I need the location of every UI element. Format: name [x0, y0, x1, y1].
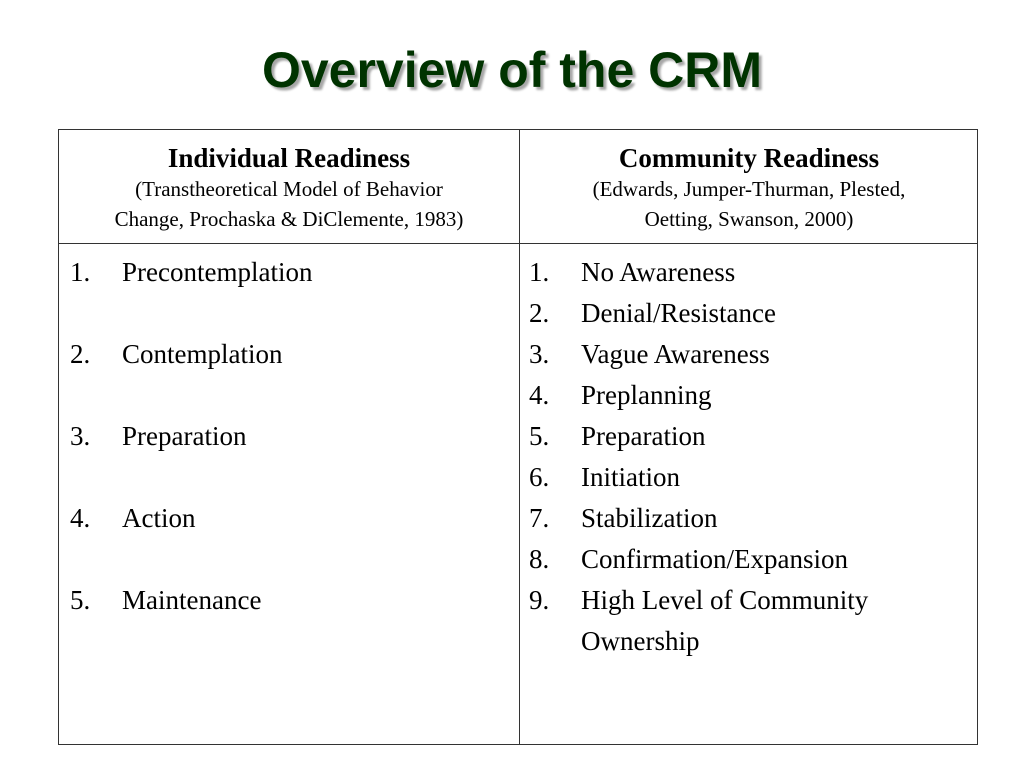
list-item-text: Stabilization: [581, 503, 718, 533]
comparison-table: [58, 129, 978, 745]
list-item-text: Precontemplation: [122, 257, 313, 287]
list-item-text: No Awareness: [581, 257, 736, 287]
list-item: [529, 293, 969, 334]
list-item-text: Vague Awareness: [581, 339, 770, 369]
community-readiness-header: [520, 130, 978, 243]
community-stages-list: [529, 252, 969, 662]
individual-readiness-citation-line1: (Transtheoretical Model of Behavior: [135, 177, 443, 201]
list-item-number: 4.: [70, 503, 91, 533]
list-item-number: 5.: [70, 585, 91, 615]
list-item-number: 3.: [529, 339, 550, 369]
list-item-text: Initiation: [581, 462, 680, 492]
list-item: [529, 457, 969, 498]
community-readiness-citation-line1: (Edwards, Jumper-Thurman, Plested,: [592, 177, 906, 201]
community-readiness-heading: Community Readiness: [618, 143, 880, 173]
list-item: [70, 498, 510, 539]
list-item-text: Confirmation/Expansion: [581, 544, 848, 574]
list-item: [529, 252, 969, 293]
individual-readiness-citation-line2: Change, Prochaska & DiClemente, 1983): [114, 207, 464, 231]
list-item-number: 2.: [529, 298, 550, 328]
list-item-text: Maintenance: [122, 585, 262, 615]
list-item-text: High Level of Community Ownership: [581, 585, 869, 656]
individual-stages-list: [70, 252, 510, 662]
list-item: [529, 539, 969, 580]
list-item-text: Preparation: [122, 421, 247, 451]
community-readiness-citation-line2: Oetting, Swanson, 2000): [644, 207, 854, 231]
list-item: [70, 416, 510, 457]
list-item-number: 5.: [529, 421, 550, 451]
slide-title: Overview of the CRM: [261, 42, 763, 98]
list-item: [529, 498, 969, 539]
list-item-number: 2.: [70, 339, 91, 369]
list-item-number: 3.: [70, 421, 91, 451]
list-item-text: Action: [122, 503, 196, 533]
list-item-number: 9.: [529, 585, 550, 615]
list-item-number: 7.: [529, 503, 550, 533]
list-item-text: Preplanning: [581, 380, 712, 410]
list-item-text: Contemplation: [122, 339, 283, 369]
list-item-number: 4.: [529, 380, 550, 410]
list-item: [529, 334, 969, 375]
list-item: [70, 580, 510, 621]
list-item: [529, 580, 969, 662]
list-item-number: 1.: [70, 257, 91, 287]
header-divider: [59, 243, 977, 244]
individual-readiness-header: [59, 130, 519, 243]
list-item-number: 8.: [529, 544, 550, 574]
list-item-number: 1.: [529, 257, 550, 287]
list-item-text: Preparation: [581, 421, 706, 451]
list-item: [529, 375, 969, 416]
list-item: [70, 252, 510, 293]
list-item: [529, 416, 969, 457]
list-item-text: Denial/Resistance: [581, 298, 776, 328]
list-item-number: 6.: [529, 462, 550, 492]
list-item: [70, 334, 510, 375]
individual-readiness-heading: Individual Readiness: [167, 143, 411, 173]
